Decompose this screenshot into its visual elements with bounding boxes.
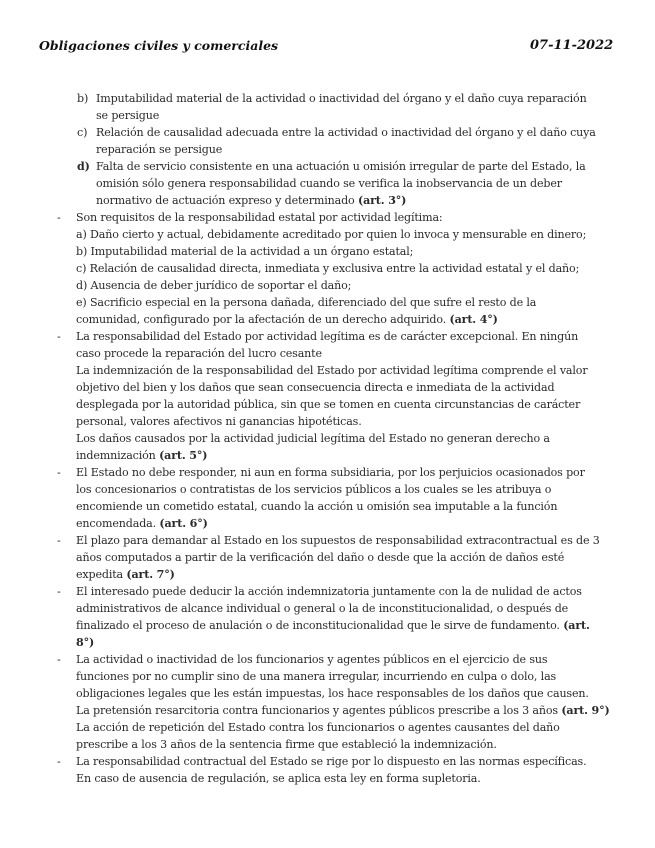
document-body (0, 90, 655, 787)
text-line: administrativos de alcance individual o general o la de inconstitucionalidad, o después de (76, 602, 569, 615)
text-line: reparación se persigue (96, 143, 223, 156)
text-line: personal, valores afectivos ni ganancias hipotéticas. (76, 415, 362, 428)
text-line: se persigue (96, 109, 160, 122)
article-ref: (art. 4°) (449, 313, 498, 326)
article-ref: (art. (563, 619, 590, 632)
text-line: El plazo para demandar al Estado en los supuestos de responsabilidad extracontractual es de 3 (76, 534, 600, 547)
section-funcionarios (57, 651, 618, 753)
section-requisitos (57, 209, 618, 328)
text-line: a) Daño cierto y actual, debidamente acreditado por quien lo invoca y mensurable en dinero; (76, 228, 587, 241)
article-ref-tail: 8°) (76, 636, 95, 649)
text-line: El Estado no debe responder, ni aun en forma subsidiaria, por los perjuicios ocasionados por (76, 466, 585, 479)
text-line: Relación de causalidad adecuada entre la actividad o inactividad del órgano y el daño cuya (96, 126, 596, 139)
text-line: Falta de servicio consistente en una actuación u omisión irregular de parte del Estado, la (96, 160, 586, 173)
text-line: encomiende un cometido estatal, cuando la acción u omisión sea imputable a la función (76, 500, 558, 513)
article-ref: (art. 3°) (357, 194, 407, 207)
bullet-dash: - (57, 466, 61, 479)
article-ref: (art. 9°) (561, 704, 610, 717)
item-letter: d) (77, 160, 90, 173)
list-item-d (77, 158, 616, 209)
text-line: indemnización (art. 5°) (76, 449, 208, 462)
bullet-dash: - (57, 211, 61, 224)
article-ref: (art. 5°) (159, 449, 208, 462)
text-line: Los daños causados por la actividad judicial legítima del Estado no generan derecho a (76, 432, 550, 445)
bullet-dash: - (57, 330, 61, 343)
text-line: objetivo del bien y los daños que sean consecuencia directa e inmediata de la actividad (76, 381, 555, 394)
text-line: funciones por no cumplir sino de una manera irregular, incurriendo en culpa o dolo, las (76, 670, 557, 683)
text-line: caso procede la reparación del lucro cesante (76, 347, 322, 360)
text-line: La pretensión resarcitoria contra funcionarios y agentes públicos prescribe a los 3 años (art. 9°) (76, 704, 610, 717)
text-line: omisión sólo genera responsabilidad cuando se verifica la inobservancia de un deber (96, 177, 562, 190)
list-item-b (77, 90, 616, 124)
text-line: años computados a partir de la verificación del daño o desde que la acción de daños esté (76, 551, 565, 564)
text-line: obligaciones legales que les están impuestas, los hace responsables de los daños que causen. (76, 687, 589, 700)
text-line: En caso de ausencia de regulación, se aplica esta ley en forma supletoria. (76, 772, 481, 785)
document-date: 07-11-2022 (530, 38, 614, 53)
text-line: b) Imputabilidad material de la actividad a un órgano estatal; (76, 245, 414, 258)
text-line: La actividad o inactividad de los funcionarios y agentes públicos en el ejercicio de sus (76, 653, 548, 666)
text-line: desplegada por la autoridad pública, sin que se tomen en cuenta circunstancias de carácter (76, 398, 581, 411)
text-line: Son requisitos de la responsabilidad estatal por actividad legítima: (76, 211, 443, 224)
section-accion-indemnizatoria (57, 583, 618, 651)
text-line: finalizado el proceso de anulación o de inconstitucionalidad que le sirve de fundamento. (art. (76, 619, 590, 632)
bullet-dash: - (57, 534, 61, 547)
text-line: La acción de repetición del Estado contra los funcionarios o agentes causantes del daño (76, 721, 560, 734)
list-item-c (77, 124, 616, 158)
text-line: c) Relación de causalidad directa, inmediata y exclusiva entre la actividad estatal y el daño; (76, 262, 580, 275)
section-contractual (57, 753, 618, 787)
text-line: Imputabilidad material de la actividad o inactividad del órgano y el daño cuya reparación (96, 92, 587, 105)
text-line: La responsabilidad del Estado por actividad legítima es de carácter excepcional. En ningún (76, 330, 579, 343)
article-ref: (art. 7°) (126, 568, 175, 581)
bullet-dash: - (57, 653, 61, 666)
text-line: expedita (art. 7°) (76, 568, 175, 581)
text-line: encomendada. (art. 6°) (76, 517, 208, 530)
text-line: normativo de actuación expreso y determinado (art. 3°) (96, 194, 407, 207)
section-excepcional (57, 328, 618, 464)
text-line: d) Ausencia de deber jurídico de soportar el daño; (76, 279, 352, 292)
text-line: prescribe a los 3 años de la sentencia firme que estableció la indemnización. (76, 738, 497, 751)
item-letter: c) (77, 126, 88, 139)
section-concesionarios (57, 464, 618, 532)
text-line: El interesado puede deducir la acción indemnizatoria juntamente con la de nulidad de actos (76, 585, 582, 598)
bullet-dash: - (57, 755, 61, 768)
text-line: e) Sacrificio especial en la persona dañada, diferenciado del que sufre el resto de la (76, 296, 537, 309)
article-ref: (art. 6°) (159, 517, 208, 530)
text-line: los concesionarios o contratistas de los servicios públicos a los cuales se les atribuya o (76, 483, 552, 496)
text-line: La indemnización de la responsabilidad del Estado por actividad legítima comprende el valor (76, 364, 588, 377)
item-letter: b) (77, 92, 89, 105)
text-line: La responsabilidad contractual del Estado se rige por lo dispuesto en las normas específicas. (76, 755, 587, 768)
document-title: Obligaciones civiles y comerciales (39, 38, 279, 53)
section-plazo (57, 532, 618, 583)
text-line: comunidad, configurado por la afectación de un derecho adquirido. (art. 4°) (76, 313, 498, 326)
bullet-dash: - (57, 585, 61, 598)
